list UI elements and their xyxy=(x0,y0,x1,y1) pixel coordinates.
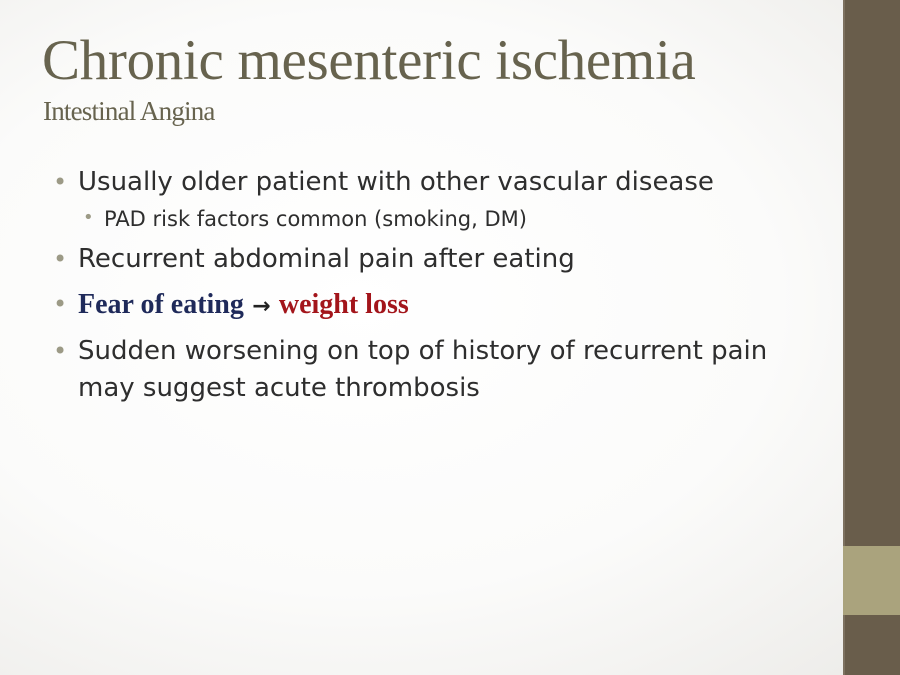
bullet-text: Usually older patient with other vascular disease xyxy=(78,167,714,197)
bullet-item xyxy=(50,241,830,278)
bullet-dot-icon: • xyxy=(53,290,68,318)
bullet-dot-icon: • xyxy=(83,207,94,228)
bullet-item xyxy=(50,286,830,325)
bullet-dot-icon: • xyxy=(53,245,68,273)
bullet-text-line-1: Sudden worsening on top of history of recurrent pain xyxy=(78,336,768,366)
bullet-dot-icon: • xyxy=(53,337,68,365)
bullet-item xyxy=(50,333,830,407)
slide-subtitle: Intestinal Angina xyxy=(43,96,215,126)
right-arrow-icon: → xyxy=(252,294,271,319)
emphasis-weight-loss: weight loss xyxy=(278,289,409,320)
bullet-text-line-2: may suggest acute thrombosis xyxy=(78,373,480,403)
bullet-text: Recurrent abdominal pain after eating xyxy=(78,244,575,274)
emphasis-fear-of-eating: Fear of eating xyxy=(78,289,244,320)
bullet-text: PAD risk factors common (smoking, DM) xyxy=(104,207,527,231)
sidebar-accent-block xyxy=(843,546,900,615)
bullet-list xyxy=(50,156,830,407)
bullet-dot-icon: • xyxy=(53,168,68,196)
bullet-item xyxy=(50,164,830,201)
slide-title: Chronic mesenteric ischemia xyxy=(42,29,696,92)
sub-bullet-item xyxy=(80,205,830,233)
